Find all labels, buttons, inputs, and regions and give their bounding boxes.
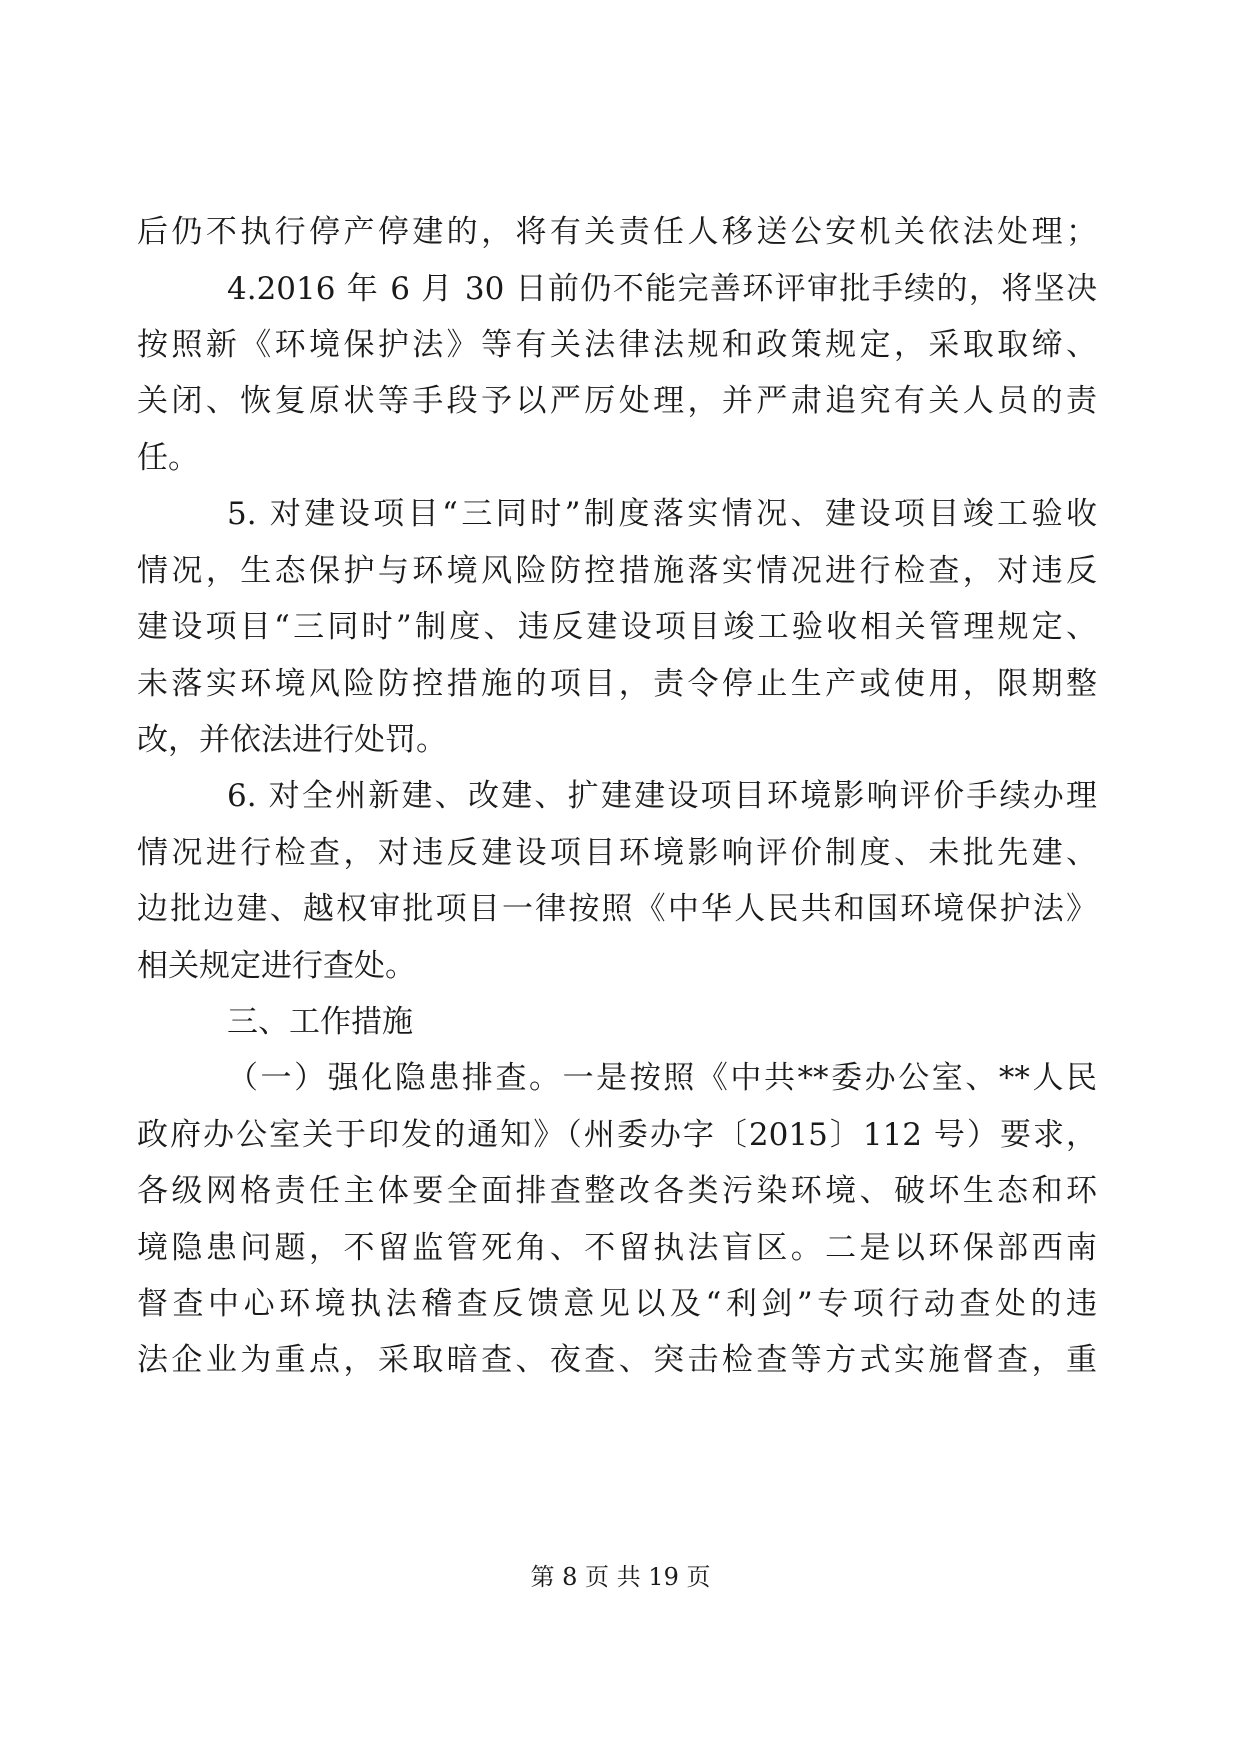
text-line: 法企业为重点，采取暗查、夜查、突击检查等方式实施督查，重 [137, 1342, 1097, 1378]
text-line: 未落实环境风险防控措施的项目，责令停止生产或使用，限期整 [137, 666, 1097, 702]
text-line: 情况进行检查，对违反建设项目环境影响评价制度、未批先建、 [137, 835, 1097, 871]
text-line: 任。 [137, 440, 199, 476]
text-line: 改，并依法进行处罚。 [137, 722, 447, 758]
text-line: 各级网格责任主体要全面排查整改各类污染环境、破坏生态和环 [137, 1173, 1097, 1209]
text-line: 后仍不执行停产停建的，将有关责任人移送公安机关依法处理； [137, 214, 1097, 250]
page-number-footer: 第 8 页 共 19 页 [530, 1563, 711, 1591]
text-line: 督查中心环境执法稽查反馈意见以及“利剑”专项行动查处的违 [137, 1286, 1097, 1322]
text-line: 6. 对全州新建、改建、扩建建设项目环境影响评价手续办理 [227, 778, 1097, 814]
text-line: 按照新《环境保护法》等有关法律法规和政策规定，采取取缔、 [137, 327, 1097, 363]
text-line: （一）强化隐患排查。一是按照《中共**委办公室、**人民 [227, 1060, 1097, 1096]
text-line: 关闭、恢复原状等手段予以严厉处理，并严肃追究有关人员的责 [137, 383, 1097, 419]
text-line: 境隐患问题，不留监管死角、不留执法盲区。二是以环保部西南 [137, 1230, 1097, 1266]
text-line: 情况，生态保护与环境风险防控措施落实情况进行检查，对违反 [137, 553, 1097, 589]
text-line: 5. 对建设项目“三同时”制度落实情况、建设项目竣工验收 [227, 496, 1097, 532]
section-heading: 三、工作措施 [227, 1004, 413, 1040]
text-line: 边批边建、越权审批项目一律按照《中华人民共和国环境保护法》 [137, 891, 1097, 927]
text-line: 相关规定进行查处。 [137, 948, 416, 984]
text-line: 建设项目“三同时”制度、违反建设项目竣工验收相关管理规定、 [137, 609, 1097, 645]
text-line: 4.2016 年 6 月 30 日前仍不能完善环评审批手续的，将坚决 [227, 271, 1097, 307]
text-line: 政府办公室关于印发的通知》（州委办字〔2015〕112 号）要求， [137, 1117, 1097, 1153]
